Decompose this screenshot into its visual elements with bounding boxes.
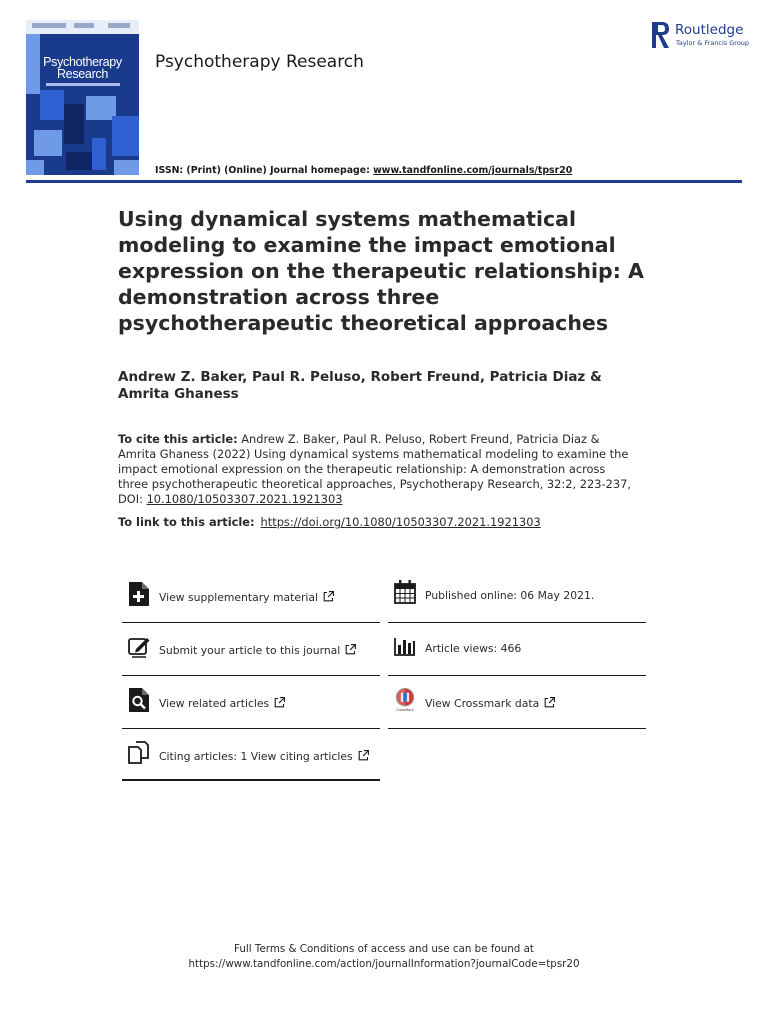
publisher-group: Taylor & Francis Group	[676, 39, 750, 47]
supplementary-label: View supplementary material	[159, 591, 319, 604]
journal-name: Psychotherapy Research	[155, 52, 364, 72]
cite-text: Andrew Z. Baker, Paul R. Peluso, Robert Freund, Patricia Diaz & Amrita Ghaness (2022) Using dynamical systems mathematical modeling to examine the impact emotional expression on the therapeutic relationship: A demonstration across three psychotherapeutic theoretical approaches, Psychotherapy Research, 32:2, 223-237, DOI:	[118, 432, 631, 506]
crossmark-link[interactable]	[388, 682, 646, 718]
external-link-icon	[274, 697, 285, 708]
link-label: To link to this article:	[118, 515, 255, 529]
views-label: Article views: 466	[425, 642, 522, 655]
external-link-icon	[345, 644, 356, 655]
info-divider	[122, 675, 380, 676]
external-link-icon	[323, 591, 334, 602]
info-divider	[388, 675, 646, 676]
publisher-logo	[652, 20, 752, 50]
routledge-r-icon	[652, 22, 670, 48]
edit-icon	[128, 635, 150, 659]
info-divider	[122, 622, 380, 623]
terms-footer	[0, 942, 768, 972]
external-link-icon	[544, 697, 555, 708]
cite-doi-link[interactable]: 10.1080/10503307.2021.1921303	[146, 492, 343, 506]
issn-text: ISSN: (Print) (Online) Journal homepage:	[155, 165, 374, 176]
related-label: View related articles	[159, 697, 270, 710]
article-link-line	[118, 515, 658, 530]
citing-articles-link[interactable]	[122, 735, 380, 771]
related-articles-link[interactable]	[122, 682, 380, 718]
cite-label: To cite this article:	[118, 432, 238, 446]
terms-url[interactable]: https://www.tandfonline.com/action/journalInformation?journalCode=tpsr20	[188, 958, 580, 970]
supplementary-material-link[interactable]	[122, 576, 380, 612]
crossmark-label: View Crossmark data	[425, 697, 540, 710]
citing-label: Citing articles: 1 View citing articles	[159, 750, 353, 763]
publisher-name: Routledge	[675, 22, 744, 38]
info-divider-bottom	[122, 779, 380, 781]
journal-homepage-link[interactable]: www.tandfonline.com/journals/tpsr20	[373, 165, 573, 176]
external-link-icon	[358, 750, 369, 761]
submit-article-link[interactable]	[122, 629, 380, 665]
submit-label: Submit your article to this journal	[159, 644, 341, 657]
published-online-info	[388, 574, 646, 610]
article-title: Using dynamical systems mathematical modeling to examine the impact emotional expression on the therapeutic relationship: A demonstration across three psychotherapeutic theoretical approaches	[118, 207, 644, 335]
citation-block	[118, 432, 638, 507]
issn-line	[155, 165, 572, 176]
cover-title: Psychotherapy Research	[43, 55, 122, 81]
document-plus-icon	[128, 582, 150, 606]
crossmark-icon	[394, 688, 416, 712]
article-authors: Andrew Z. Baker, Paul R. Peluso, Robert Freund, Patricia Diaz & Amrita Ghaness	[118, 369, 602, 402]
info-divider	[388, 622, 646, 623]
document-search-icon	[128, 688, 150, 712]
bar-chart-icon	[394, 633, 416, 657]
copy-documents-icon	[128, 741, 150, 765]
article-doi-link[interactable]: https://doi.org/10.1080/10503307.2021.1921303	[260, 515, 541, 529]
info-divider	[388, 728, 646, 729]
info-divider	[122, 728, 380, 729]
journal-cover-image	[26, 20, 139, 175]
terms-line-1: Full Terms & Conditions of access and use can be found at	[234, 943, 534, 955]
published-label: Published online: 06 May 2021.	[425, 589, 595, 602]
article-views-info	[388, 627, 646, 663]
header-divider	[26, 180, 742, 183]
crossmark-caption: CrossMark	[396, 708, 414, 712]
calendar-icon	[394, 580, 416, 604]
